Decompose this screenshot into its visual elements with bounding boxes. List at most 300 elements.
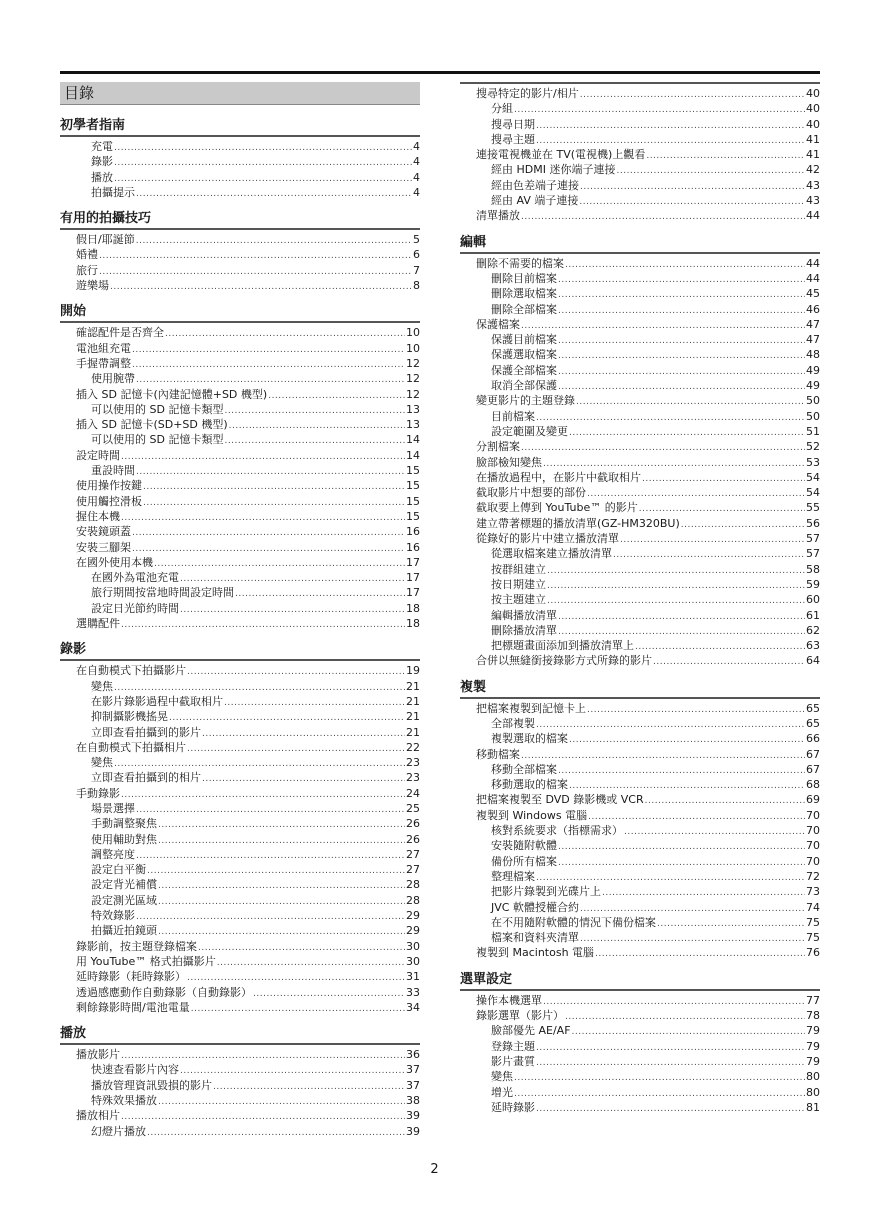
toc-entry[interactable] [60,417,420,432]
toc-entry[interactable] [460,332,820,347]
toc-entry[interactable] [460,147,820,162]
toc-entry[interactable] [60,954,420,969]
dot-leader [547,562,805,577]
toc-entry-page: 44 [806,256,820,270]
toc-entry[interactable] [60,939,420,954]
dot-leader [224,402,405,417]
toc-entry-text: 重設時間 [91,464,135,478]
section-rule [60,135,420,137]
toc-entry-page: 77 [806,993,820,1007]
toc-entry[interactable] [460,592,820,607]
toc-entry[interactable] [60,601,420,616]
dot-leader [613,546,805,561]
toc-entry-text: 移動選取的檔案 [491,778,568,792]
toc-entry[interactable] [60,325,420,340]
dot-leader [565,256,805,271]
toc-entry[interactable] [60,170,420,185]
toc-entry-page: 37 [406,1063,420,1077]
toc-entry[interactable] [460,455,820,470]
toc-entry-text: 取消全部保護 [491,379,557,393]
toc-entry[interactable] [460,1023,820,1038]
toc-entry-page: 75 [806,931,820,945]
toc-entry[interactable] [460,993,820,1008]
toc-entry-text: 搜尋主題 [491,132,535,146]
toc-entry-text: 按主題建立 [491,593,546,607]
dot-leader [624,823,805,838]
toc-entry-page: 23 [406,771,420,785]
toc-entry[interactable] [60,524,420,539]
toc-entry-page: 27 [406,863,420,877]
toc-entry-text: 播放管理資訊毀損的影片 [91,1078,212,1092]
dot-leader [136,801,405,816]
toc-entry-page: 49 [806,379,820,393]
toc-entry-page: 10 [406,326,420,340]
dot-leader [143,494,405,509]
toc-entry-text: 臉部檢知變焦 [476,455,542,469]
dot-leader [521,747,805,762]
dot-leader [620,531,805,546]
toc-entry[interactable] [460,378,820,393]
toc-entry[interactable] [60,755,420,770]
toc-entry-text: 播放 [91,170,113,184]
section-title: 開始 [60,304,87,320]
toc-entry-text: 變焦 [491,1070,513,1084]
toc-entry[interactable] [60,862,420,877]
toc-section [460,971,820,1115]
toc-entry-text: 延時錄影 [491,1100,535,1114]
toc-entry[interactable] [460,347,820,362]
toc-section [460,679,820,961]
toc-entry[interactable] [460,516,820,531]
toc-entry-text: 刪除全部檔案 [491,302,557,316]
toc-entry[interactable] [460,701,820,716]
toc-entry-page: 53 [806,455,820,469]
toc-entry[interactable] [460,286,820,301]
toc-entry-text: 充電 [91,140,113,153]
toc-entry-text: 在自動模式下拍攝影片 [76,664,186,678]
toc-entry[interactable] [60,877,420,892]
toc-entry-text: 透過感應動作自動錄影（自動錄影） [76,985,252,999]
dot-leader [154,555,405,570]
toc-entry[interactable] [60,463,420,478]
dot-leader [147,1124,405,1139]
toc-entry[interactable] [460,1039,820,1054]
toc-entry-text: 搜尋特定的影片/相片 [476,87,579,100]
toc-entry-page: 14 [406,448,420,462]
dot-leader [136,232,412,247]
toc-entry-page: 33 [406,985,420,999]
toc-entry[interactable] [460,762,820,777]
toc-entry-page: 78 [806,1009,820,1023]
dot-leader [514,1085,805,1100]
section-title: 錄影 [60,642,87,658]
toc-entry-text: 刪除選取檔案 [491,287,557,301]
toc-entry-page: 5 [413,233,420,247]
toc-entry[interactable] [460,271,820,286]
toc-entry[interactable] [460,900,820,915]
toc-entry[interactable] [460,363,820,378]
toc-entry[interactable] [60,494,420,509]
toc-entry-page: 56 [806,516,820,530]
toc-entry-page: 79 [806,1054,820,1068]
section-rule [60,659,420,661]
toc-entry-page: 31 [406,970,420,984]
toc-entry[interactable] [460,531,820,546]
toc-entry[interactable] [60,402,420,417]
toc-entry-text: 刪除不需要的檔案 [476,256,564,270]
toc-entry-page: 62 [806,623,820,637]
toc-entry-page: 44 [806,271,820,285]
section-title: 選單設定 [460,971,513,987]
toc-entry[interactable] [60,801,420,816]
toc-entry-page: 30 [406,954,420,968]
toc-entry[interactable] [460,256,820,271]
toc-entry-text: 保護選取檔案 [491,348,557,362]
dot-leader [187,663,405,678]
dot-leader [565,1008,805,1023]
toc-entry[interactable] [60,816,420,831]
dot-leader [121,1047,405,1062]
toc-entry[interactable] [460,1008,820,1023]
toc-entry-text: 按日期建立 [491,577,546,591]
toc-entry[interactable] [460,608,820,623]
toc-entry-text: 截取要上傳到 YouTube™ 的影片 [476,501,638,515]
toc-entry[interactable] [460,562,820,577]
toc-entry-page: 13 [406,402,420,416]
toc-entry[interactable] [460,869,820,884]
toc-entry-page: 61 [806,608,820,622]
toc-section [60,641,420,1015]
toc-entry-page: 21 [406,725,420,739]
dot-leader [202,725,405,740]
toc-entry[interactable] [460,1085,820,1100]
section-title: 複製 [460,679,487,695]
toc-entry-text: 用 YouTube™ 格式拍攝影片 [76,954,216,968]
toc-entry[interactable] [60,786,420,801]
dot-leader [229,417,405,432]
dot-leader [158,877,405,892]
toc-entry[interactable] [60,570,420,585]
toc-entry-text: 電池組充電 [76,341,131,355]
dot-leader [165,325,405,340]
dot-leader [180,570,405,585]
toc-entry-text: 截取影片中想要的部份 [476,486,586,500]
dot-leader [547,577,805,592]
dot-leader [547,592,805,607]
toc-entry-page: 44 [806,209,820,223]
toc-entry[interactable] [460,409,820,424]
dot-leader [569,731,805,746]
toc-entry-text: 延時錄影（耗時錄影） [76,970,186,984]
toc-entry[interactable] [60,663,420,678]
toc-entry-text: 旅行期間按當地時間設定時間 [91,586,234,600]
dot-leader [132,524,405,539]
toc-entry-text: 在不用隨附軟體的情況下備份檔案 [491,915,656,929]
toc-entry[interactable] [460,193,820,208]
toc-entry-page: 79 [806,1039,820,1053]
toc-entry-page: 21 [406,679,420,693]
toc-entry[interactable] [60,1124,420,1139]
toc-entry-page: 15 [406,479,420,493]
dot-leader [558,332,805,347]
dot-leader [653,653,805,668]
dot-leader [580,178,805,193]
toc-entry-text: 可以使用的 SD 記憶卡類型 [91,433,224,447]
toc-entry-page: 28 [406,893,420,907]
toc-entry[interactable] [60,232,420,247]
dot-leader [121,1108,405,1123]
dot-leader [536,869,805,884]
dot-leader [110,278,412,293]
toc-entry[interactable] [460,823,820,838]
toc-entry[interactable] [60,1108,420,1123]
toc-entry[interactable] [460,117,820,132]
toc-entry-page: 70 [806,839,820,853]
toc-entry[interactable] [460,1054,820,1069]
dot-leader [224,432,405,447]
toc-entry-text: 插入 SD 記憶卡(內建記憶體+SD 機型) [76,387,268,401]
dot-leader [132,341,405,356]
toc-entry-page: 76 [806,946,820,960]
toc-entry[interactable] [60,847,420,862]
toc-entry-text: 經由 HDMI 迷你端子連接 [491,163,616,177]
toc-entry-text: 按群組建立 [491,562,546,576]
toc-entry-text: 錄影 [91,155,113,169]
toc-entry[interactable] [60,387,420,402]
dot-leader [158,816,405,831]
toc-entry[interactable] [60,893,420,908]
toc-entry-page: 72 [806,869,820,883]
toc-entry[interactable] [460,623,820,638]
toc-entry-text: 手動調整聚焦 [91,817,157,831]
toc-entry[interactable] [460,653,820,668]
toc-entry[interactable] [60,585,420,600]
toc-section [60,117,420,200]
toc-entry-page: 4 [413,185,420,199]
toc-entry-text: 插入 SD 記憶卡(SD+SD 機型) [76,418,228,432]
toc-section [60,303,420,631]
dot-leader [681,516,805,531]
toc-entry-text: 整理檔案 [491,869,535,883]
toc-entry-text: 從選取檔案建立播放清單 [491,547,612,561]
dot-leader [235,585,405,600]
toc-entry-text: 安裝三腳架 [76,540,131,554]
toc-entry[interactable] [460,439,820,454]
toc-entry[interactable] [60,432,420,447]
toc-entry-page: 55 [806,501,820,515]
toc-entry-text: 在國外使用本機 [76,555,153,569]
toc-entry[interactable] [460,393,820,408]
dot-leader [147,862,405,877]
toc-entry-text: 全部複製 [491,716,535,730]
toc-entry[interactable] [60,969,420,984]
toc-entry-text: 手握帶調整 [76,356,131,370]
toc-entry-page: 12 [406,387,420,401]
toc-entry[interactable] [460,1100,820,1115]
toc-entry-text: 把檔案複製到記憶卡上 [476,701,586,715]
dot-leader [158,1093,405,1108]
toc-entry[interactable] [60,1093,420,1108]
toc-entry-page: 63 [806,639,820,653]
toc-section [60,1025,420,1139]
toc-entry-text: 經由色差端子連接 [491,178,579,192]
dot-leader [558,302,805,317]
dot-leader [158,893,405,908]
toc-entry-text: 目前檔案 [491,409,535,423]
toc-entry[interactable] [460,485,820,500]
toc-entry-text: 分割檔案 [476,440,520,454]
dot-leader [268,387,405,402]
toc-entry-page: 67 [806,747,820,761]
toc-entry[interactable] [460,208,820,223]
toc-entry[interactable] [460,470,820,485]
toc-entry[interactable] [460,884,820,899]
toc-entry-text: 經由 AV 端子連接 [491,194,579,208]
toc-entry[interactable] [460,945,820,960]
toc-entry[interactable] [460,915,820,930]
toc-entry-page: 40 [806,117,820,131]
dot-leader [114,170,412,185]
toc-entry-text: 確認配件是否齊全 [76,326,164,340]
toc-entry[interactable] [60,247,420,262]
toc-entry[interactable] [460,500,820,515]
dot-leader [202,770,405,785]
toc-entry[interactable] [60,185,420,200]
toc-entry[interactable] [460,178,820,193]
dot-leader [558,271,805,286]
toc-entry[interactable] [460,317,820,332]
toc-entry-page: 29 [406,924,420,938]
toc-entry[interactable] [60,1062,420,1077]
toc-entry-text: 在影片錄影過程中截取相片 [91,694,223,708]
toc-entry[interactable] [460,638,820,653]
toc-entry[interactable] [60,278,420,293]
section-title: 編輯 [460,234,487,250]
toc-entry[interactable] [460,101,820,116]
toc-entry-page: 38 [406,1094,420,1108]
toc-entry[interactable] [60,263,420,278]
toc-entry[interactable] [60,709,420,724]
toc-entry[interactable] [460,162,820,177]
toc-entry-page: 10 [406,341,420,355]
toc-entry[interactable] [460,808,820,823]
toc-entry[interactable] [60,139,420,154]
toc-entry[interactable] [460,86,820,101]
toc-entry[interactable] [60,371,420,386]
toc-entry[interactable] [460,577,820,592]
toc-entry[interactable] [60,908,420,923]
toc-entry-page: 40 [806,102,820,116]
toc-entry-text: 安裝鏡頭蓋 [76,525,131,539]
toc-entry-text: JVC 軟體授權合約 [491,900,579,914]
toc-entry-text: 在國外為電池充電 [91,571,179,585]
toc-entry[interactable] [60,1078,420,1093]
dot-leader [558,838,805,853]
toc-entry-page: 24 [406,786,420,800]
toc-entry[interactable] [60,832,420,847]
section-rule [460,252,820,254]
toc-entry[interactable] [460,716,820,731]
toc-entry-page: 81 [806,1100,820,1114]
dot-leader [580,900,805,915]
toc-entry-page: 70 [806,808,820,822]
toc-entry[interactable] [460,838,820,853]
toc-entry-text: 設定時間 [76,448,120,462]
toc-entry-page: 36 [406,1048,420,1062]
toc-entry[interactable] [60,356,420,371]
toc-entry[interactable] [460,546,820,561]
toc-entry[interactable] [460,132,820,147]
toc-entry[interactable] [60,1000,420,1015]
toc-entry-page: 49 [806,363,820,377]
toc-entry[interactable] [60,740,420,755]
toc-entry[interactable] [60,770,420,785]
toc-entry-page: 25 [406,801,420,815]
top-rule [60,71,820,74]
toc-entry-page: 4 [413,155,420,169]
dot-leader [588,808,805,823]
dot-leader [579,193,805,208]
toc-entry[interactable] [460,747,820,762]
toc-entry-text: 複製選取的檔案 [491,732,568,746]
toc-entry-text: 連接電視機並在 TV(電視機)上觀看 [476,148,646,162]
dot-leader [543,455,805,470]
section-title: 播放 [60,1026,87,1042]
toc-entry-text: 可以使用的 SD 記憶卡類型 [91,402,224,416]
toc-entry[interactable] [60,540,420,555]
toc-entry[interactable] [60,694,420,709]
dot-leader [180,601,405,616]
toc-entry-page: 17 [406,586,420,600]
dot-leader [576,393,805,408]
toc-entry-text: 場景選擇 [91,801,135,815]
toc-entry[interactable] [60,154,420,169]
toc-entry[interactable] [60,341,420,356]
toc-entry-page: 66 [806,732,820,746]
toc-entry[interactable] [460,1069,820,1084]
toc-entry[interactable] [460,930,820,945]
toc-entry[interactable] [60,725,420,740]
toc-entry[interactable] [60,478,420,493]
toc-right-column [460,82,820,1125]
toc-entry[interactable] [460,777,820,792]
toc-entry-page: 8 [413,279,420,293]
section-rule [460,82,820,84]
toc-entry[interactable] [60,1047,420,1062]
dot-leader [558,608,805,623]
toc-entry[interactable] [60,555,420,570]
toc-entry-text: 特殊效果播放 [91,1094,157,1108]
toc-entry[interactable] [460,854,820,869]
toc-entry[interactable] [60,679,420,694]
dot-leader [121,616,405,631]
toc-entry[interactable] [60,616,420,631]
toc-section [460,234,820,669]
toc-entry[interactable] [460,424,820,439]
toc-entry-text: 把影片錄製到光碟片上 [491,885,601,899]
toc-entry[interactable] [460,731,820,746]
toc-entry-text: 握住本機 [76,509,120,523]
toc-entry[interactable] [460,792,820,807]
toc-entry-text: 建立帶著標題的播放清單(GZ-HM320BU) [476,516,680,530]
toc-entry[interactable] [460,302,820,317]
toc-entry[interactable] [60,509,420,524]
toc-entry-page: 4 [413,170,420,184]
toc-entry[interactable] [60,448,420,463]
toc-entry[interactable] [60,985,420,1000]
toc-section [60,210,420,293]
toc-entry[interactable] [60,923,420,938]
